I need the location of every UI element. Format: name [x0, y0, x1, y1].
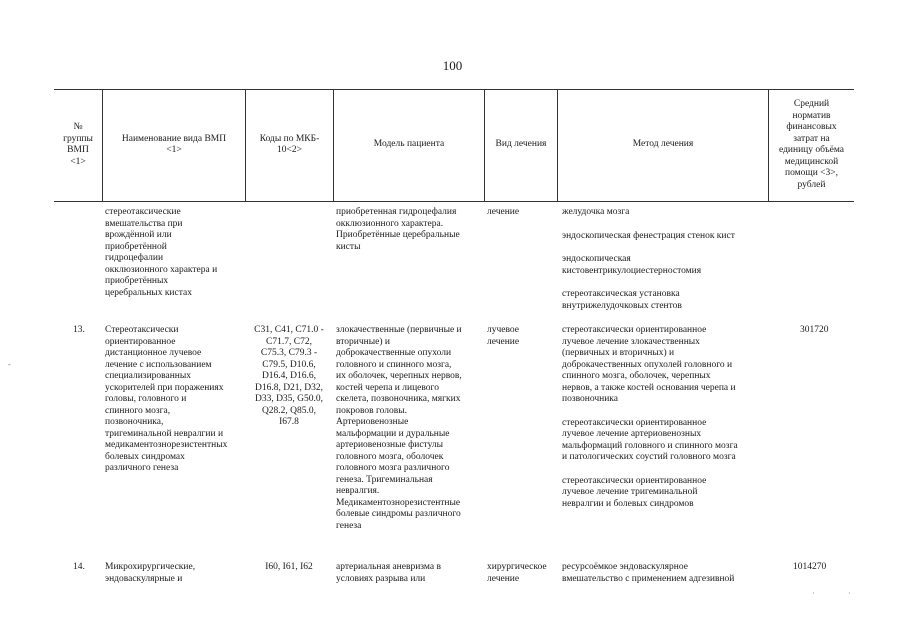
treatment-type-cell: лучевое лечение: [487, 325, 520, 347]
vmp-name-cell: Микрохирургические, эндоваскулярные и: [105, 562, 196, 584]
icd-codes-cell: C31, C41, C71.0 - C71.7, C72, C75.3, C79.3 - C79.5, D10.6, D16.4, D16.6, D16.8, D21, D32, D33, D35, G50.0, Q28.2, Q85.0, I67.8: [254, 325, 324, 427]
icd-codes-cell: I60, I61, I62: [265, 562, 313, 572]
header-treatment-method: Метод лечения: [632, 139, 694, 150]
treatment-method-cell: ресурсоёмкое эндоваскулярное вмешательство с применением адгезивной: [562, 562, 735, 584]
header-icd-codes: Коды по МКБ- 10<2>: [259, 133, 320, 155]
scan-speck: ·: [848, 589, 851, 598]
group-number-cell: 13.: [73, 325, 85, 335]
treatment-method-cell: стереотаксически ориентированное лучевое лечение злокачественных (первичных и вторичных) и доброкачественных опухолей головного и спинного мозга, оболочек, черепных нервов, а также костей основания черепа и позвоночника стереотаксически ориентированное лучевое лечение артериовенозных мальформаций головного и спинного мозга и патологических соустий головного мозга стереотаксически ориентированное лучевое лечение тригеминальной невралгии и болевых синдромов: [562, 325, 738, 509]
group-number-cell: 14.: [73, 562, 85, 572]
treatment-type-cell: хирургическое лечение: [487, 562, 547, 584]
treatment-type-cell: лечение: [487, 207, 520, 217]
page-number: 100: [442, 58, 463, 73]
cost-cell: 301720: [800, 325, 829, 335]
header-treatment-type: Вид лечения: [495, 139, 547, 150]
patient-model-cell: злокачественные (первичные и вторичные) и доброкачественные опухоли головного и спинного мозга, их оболочек, черепных нервов, костей черепа и лицевого скелета, позвоночника, мягких покровов головы. Артериовенозные мальформации и дуральные артериовенозные фистулы головного мозга, оболочек головного мозга различного генеза. Тригеминальная невралгия. Медикаментознорезистентные болевые синдромы различного генеза: [336, 325, 462, 531]
header-group-number: № группы ВМП <1>: [63, 122, 93, 167]
header-patient-model: Модель пациента: [373, 139, 445, 150]
vmp-name-cell: Стереотаксически ориентированное дистанционное лучевое лечение с использованием специализированных ускорителей при поражениях головы, головного и спинного мозга, позвоночника, тригеминальной невралгии и медикаментознорезистентных болевых синдромах различного генеза: [105, 325, 228, 473]
treatment-method-cell: желудочка мозга эндоскопическая фенестрация стенок кист эндоскопическая кистовентрикулоциестерностомия стереотаксическая установка внутрижелудочковых стентов: [562, 207, 735, 311]
patient-model-cell: приобретенная гидроцефалия окклюзионного характера. Приобретённые церебральные кисты: [336, 207, 460, 252]
header-cost-standard: Средний норматив финансовых затрат на единицу объёма медицинской помощи <3>, рублей: [778, 99, 845, 190]
header-vmp-name: Наименование вида ВМП <1>: [121, 133, 227, 155]
patient-model-cell: артериальная аневризма в условиях разрыва или: [336, 562, 441, 584]
vmp-name-cell: стереотаксические вмешательства при врождённой или приобретённой гидроцефалии окклюзионного характера и приобретённых церебральных кистах: [105, 207, 218, 298]
scan-speck: ·: [812, 589, 815, 598]
scan-speck: -: [8, 360, 11, 369]
cost-cell: 1014270: [793, 562, 827, 572]
header-bottom-rule: [54, 201, 854, 202]
